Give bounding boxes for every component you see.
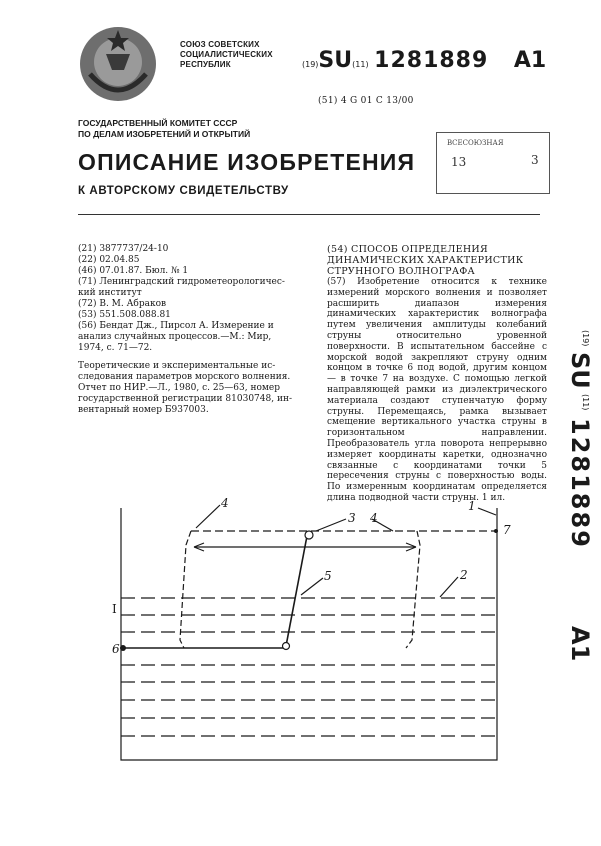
bib-line: (53) 551.508.088.81 [78,310,171,320]
label-4: 4 [370,511,378,525]
patent-number: 1281889 [374,48,489,73]
leader-line [316,519,346,531]
label-6: 6 [112,642,120,656]
stamp-text: 13 [451,155,467,169]
lower-frame-point [283,643,290,650]
reference-paragraph-line: Отчет по НИР.—Л., 1980, с. 25—63, номер [78,383,280,393]
guide-frame [180,531,191,648]
bib-line: (22) 02.04.85 [78,255,140,265]
label-1: 1 [468,499,476,513]
document-title: ОПИСАНИЕ ИЗОБРЕТЕНИЯ [78,149,416,175]
reference-line: анализ случайных процессов.—М.: Мир, [78,332,272,342]
bib-line: кий институт [78,288,142,298]
leader-line [301,578,323,595]
side-kind: A1 [566,626,594,662]
reference-paragraph-line: вентарный номер Б937003. [78,405,209,415]
label-5: 5 [324,569,332,583]
reference-paragraph-line: государственной регистрации 81030748, ин- [78,394,292,404]
committee-line: ПО ДЕЛАМ ИЗОБРЕТЕНИЙ И ОТКРЫТИЙ [78,129,251,139]
bib-line: (46) 07.01.87. Бюл. № 1 [78,266,189,276]
code-11: (11) [352,60,369,69]
side-code-19: (19) [581,330,590,347]
bib-line: (71) Ленинградский гидрометеорологичес- [78,277,285,287]
anchor-point-6 [120,645,126,651]
patent-kind: A1 [513,48,547,73]
label-2: 2 [460,568,468,582]
org-line: РЕСПУБЛИК [180,60,231,69]
org-line: СОЮЗ СОВЕТСКИХ [180,40,260,49]
ipc-class: (51) 4 G 01 C 13/00 [318,96,414,106]
stamp-text: ВСЕСОЮЗНАЯ [447,139,504,147]
country-code: SU [318,48,353,73]
side-code-11: (11) [581,394,590,411]
side-country: SU [566,352,594,389]
label-7: 7 [503,523,511,537]
stamp-text: 3 [531,153,539,167]
abstract: (57) Изобретение относится к технике измерений морского волнения и позволяет расширить диапазон измерения динамических характеристик волнографа путем увеличения амплитуды колебаний струны относительно уровенной поверхности. В испытательном бассейне с морской водой закрепляют струну одним концом в точке 6 под водой, другим концом — в точке 7 на воздухе. С помощью легкой направляющей рамки из диэлектрического материала создают ступенчатую форму струны. Перемещаясь, рамка вызывает смещение вертикального участка струны в горизонтальном направлении. Преобразователь угла поворота непрерывно измеряет координаты каретки, однозначно связанные с координатами точки 5 пересечения струны с поверхностью воды. По измеренным координатам определяется длина подводной части струны. 1 ил. [327,277,547,503]
vertical-string [286,536,307,646]
org-line: СОЦИАЛИСТИЧЕСКИХ [180,50,273,59]
leader-line [478,508,496,515]
bib-line: (72) В. М. Абраков [78,299,167,309]
invention-title: (54) СПОСОБ ОПРЕДЕЛЕНИЯ ДИНАМИЧЕСКИХ ХАРАКТЕРИСТИК СТРУННОГО ВОЛНОГРАФА [327,244,524,277]
code-19: (19) [302,60,319,69]
document-subtitle: К АВТОРСКОМУ СВИДЕТЕЛЬСТВУ [78,185,289,197]
reference-line: (56) Бендат Дж., Пирсол А. Измерение и [78,321,274,331]
label-4: 4 [221,496,229,510]
label-I: I [112,602,117,616]
carriage-point [305,531,313,539]
reference-paragraph-line: Теоретические и экспериментальные ис- [78,361,276,371]
reference-line: 1974, с. 71—72. [78,343,153,353]
bib-line: (21) 3877737/24-10 [78,244,169,254]
leader-line [440,577,458,597]
anchor-point-7 [494,529,498,533]
reference-paragraph-line: следования параметров морского волнения. [78,372,291,382]
leader-line [196,505,220,528]
label-3: 3 [348,511,356,525]
tank-outline [121,508,497,760]
committee-line: ГОСУДАРСТВЕННЫЙ КОМИТЕТ СССР [78,118,238,128]
side-number: 1281889 [566,418,594,549]
